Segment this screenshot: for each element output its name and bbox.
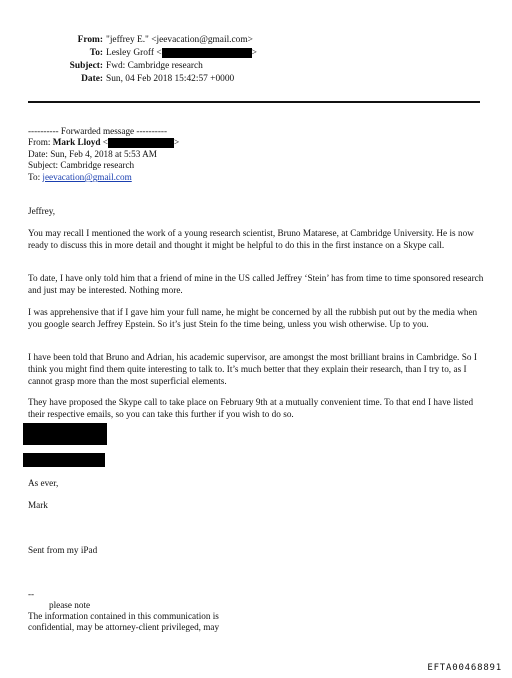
body-paragraph-1: You may recall I mentioned the work of a young research scientist, Bruno Matarese, at Cambridge University. He is now ready to discuss this in more detail and thought it might be helpful to do this in the first instance on a Skype call. [28, 228, 474, 250]
forwarded-to-line [28, 172, 132, 183]
header-from-value: "jeffrey E." <jeevacation@gmail.com> [106, 35, 253, 45]
header-to-suffix: > [251, 48, 257, 58]
body-sender-name: Mark [28, 500, 48, 510]
body-sent-from: Sent from my iPad [28, 545, 98, 555]
forwarded-from-open: < [100, 137, 108, 147]
forwarded-from-close: > [173, 137, 180, 147]
signature-note-title: please note [49, 600, 91, 610]
signature-note-line-1: The information contained in this communication is [28, 611, 219, 621]
forwarded-divider: ---------- Forwarded message ---------- [28, 126, 168, 136]
body-paragraph-4: I have been told that Bruno and Adrian, his academic supervisor, are amongst the most brilliant brains in Cambridge. So I think you might find them quite interesting to talk to. It’s much better that they explain their research, than I try to, as I cannot grasp more than the most superficial elements. [28, 352, 477, 386]
forwarded-to-email-link[interactable]: jeevacation@gmail.com [42, 172, 132, 182]
body-greeting: Jeffrey, [28, 206, 56, 216]
header-from-label: From: [77, 35, 103, 45]
header-subject-value: Fwd: Cambridge research [106, 61, 203, 71]
body-paragraph-5: They have proposed the Skype call to take place on February 9th at a mutually convenient time. To that end I have listed their respective emails, so you can take this further if you wish to do so. [28, 397, 474, 419]
header-divider-rule [28, 101, 480, 103]
redaction-block-email-2 [23, 453, 105, 467]
bates-stamp: EFTA00468891 [427, 663, 502, 673]
body-paragraph-3: I was apprehensive that if I gave him your full name, he might be concerned by all the rubbish put out by the media when you google search Jeffrey Epstein. So it’s just Stein fo the time being, unless you wish otherwise. Up to you. [28, 307, 478, 329]
signature-note-line-2: confidential, may be attorney-client privileged, may [28, 622, 220, 632]
forwarded-from-name: Mark Lloyd [52, 137, 101, 147]
header-to-value: Lesley Groff < [106, 48, 162, 58]
forwarded-date-line: Date: Sun, Feb 4, 2018 at 5:53 AM [28, 149, 157, 159]
forwarded-subject-line: Subject: Cambridge research [28, 160, 135, 170]
body-paragraph-2: To date, I have only told him that a friend of mine in the US called Jeffrey ‘Stein’ has from time to time sponsored research and just may be interested. Nothing more. [28, 273, 484, 295]
header-from-row [20, 34, 280, 47]
body-signoff: As ever, [28, 478, 59, 488]
forwarded-from-line [28, 137, 179, 148]
header-date-row [20, 73, 280, 86]
header-subject-label: Subject: [69, 61, 103, 71]
signature-dash: -- [28, 589, 35, 599]
forwarded-from-label: From: [28, 137, 51, 147]
redaction-bar [108, 138, 174, 148]
header-date-value: Sun, 04 Feb 2018 15:42:57 +0000 [106, 74, 235, 84]
header-date-label: Date: [81, 74, 103, 84]
redaction-bar [162, 48, 252, 58]
redaction-block-email-1 [23, 423, 107, 445]
header-to-row [20, 47, 280, 60]
header-to-label: To: [89, 48, 103, 58]
header-subject-row [20, 60, 280, 73]
forwarded-to-label: To: [28, 172, 43, 182]
